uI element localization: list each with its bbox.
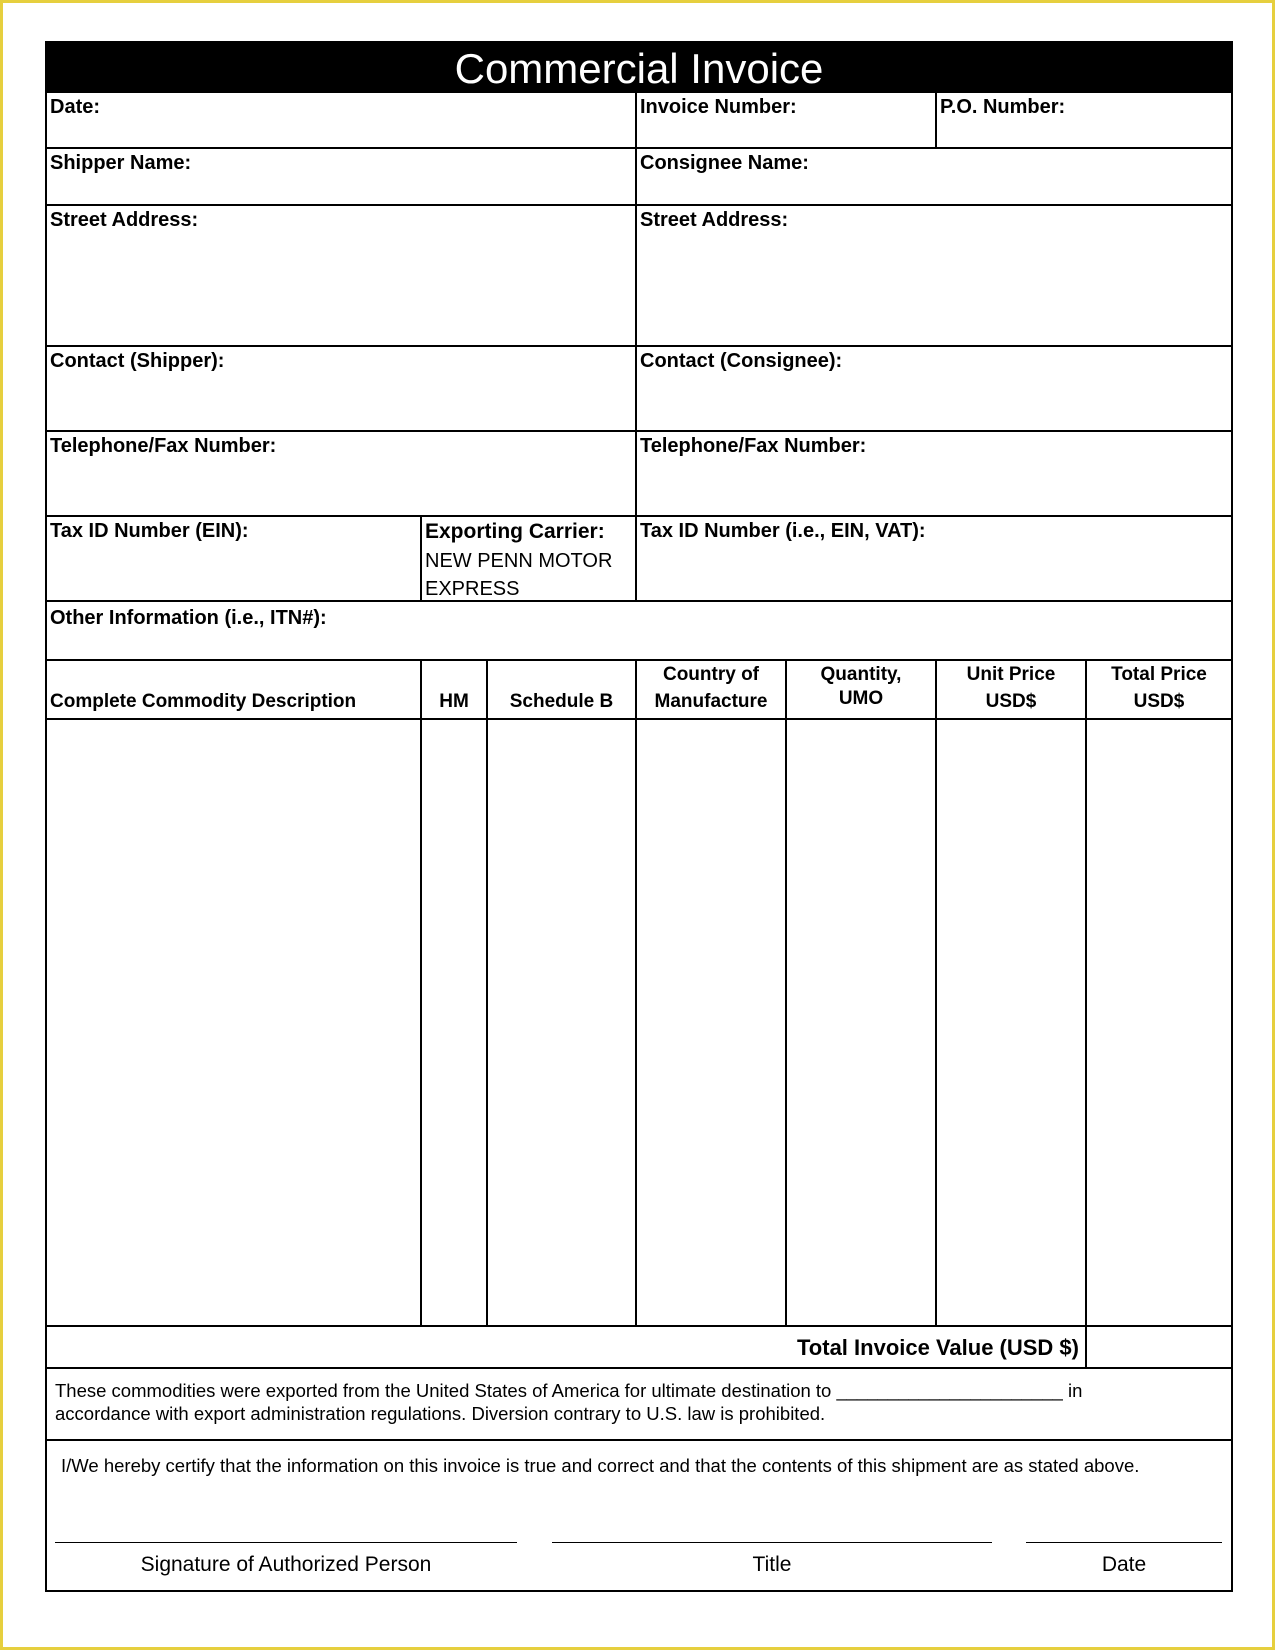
other-info-label: Other Information (i.e., ITN#): bbox=[50, 607, 327, 629]
title-caption: Title bbox=[752, 1553, 792, 1576]
consignee-name-field[interactable] bbox=[637, 149, 1231, 206]
exporting-carrier-value: NEW PENN MOTOR EXPRESS bbox=[425, 550, 613, 600]
shipper-phone-label: Telephone/Fax Number: bbox=[50, 435, 277, 457]
shipper-name-field[interactable] bbox=[47, 149, 637, 206]
total-invoice-label: Total Invoice Value (USD $) bbox=[797, 1335, 1079, 1360]
col-body-quantity[interactable] bbox=[787, 720, 937, 1327]
signature-caption: Signature of Authorized Person bbox=[140, 1553, 432, 1576]
total-label-cell bbox=[47, 1327, 1087, 1369]
shipper-tax-id-field[interactable] bbox=[47, 517, 422, 602]
signature-line[interactable] bbox=[55, 1542, 517, 1543]
col-header-description: Complete Commodity Description bbox=[47, 661, 422, 720]
date-field[interactable] bbox=[47, 93, 637, 149]
col-body-hm[interactable] bbox=[422, 720, 488, 1327]
col-header-country: Country of Manufacture bbox=[637, 661, 787, 720]
date-caption: Date bbox=[1101, 1553, 1147, 1576]
col-header-schedule-b: Schedule B bbox=[488, 661, 637, 720]
exporting-carrier-label: Exporting Carrier: bbox=[425, 520, 605, 543]
certification-text: I/We hereby certify that the information on this invoice is true and correct and that the contents of this shipment are as stated above. bbox=[61, 1455, 1140, 1476]
col-body-schedule-b[interactable] bbox=[488, 720, 637, 1327]
consignee-tax-id-field[interactable] bbox=[637, 517, 1231, 602]
shipper-phone-field[interactable] bbox=[47, 432, 637, 517]
col-header-unit-price: Unit Price USD$ bbox=[937, 661, 1087, 720]
col-body-country[interactable] bbox=[637, 720, 787, 1327]
invoice-number-label: Invoice Number: bbox=[640, 96, 797, 118]
col-header-quantity: Quantity, UMO bbox=[787, 661, 937, 720]
col-body-total-price[interactable] bbox=[1087, 720, 1231, 1327]
consignee-phone-label: Telephone/Fax Number: bbox=[640, 435, 867, 457]
col-body-description[interactable] bbox=[47, 720, 422, 1327]
date-label: Date: bbox=[50, 96, 101, 118]
shipper-name-label: Shipper Name: bbox=[50, 152, 192, 174]
consignee-street-label: Street Address: bbox=[640, 209, 789, 231]
export-statement: These commodities were exported from the United States of America for ultimate destination to ______________________ in accordance with export administration regulations. Diversion contrary to U.S. law is prohibited. bbox=[55, 1380, 1083, 1424]
export-statement-box bbox=[47, 1369, 1231, 1441]
other-info-field[interactable] bbox=[47, 602, 1231, 661]
col-body-unit-price[interactable] bbox=[937, 720, 1087, 1327]
form-title: Commercial Invoice bbox=[47, 43, 1231, 93]
total-invoice-value[interactable] bbox=[1087, 1327, 1231, 1369]
po-number-field[interactable] bbox=[937, 93, 1231, 149]
shipper-street-field[interactable] bbox=[47, 206, 637, 347]
consignee-name-label: Consignee Name: bbox=[640, 152, 809, 174]
col-header-total-price: Total Price USD$ bbox=[1087, 661, 1231, 720]
exporting-carrier-field[interactable] bbox=[422, 517, 637, 602]
consignee-contact-field[interactable] bbox=[637, 347, 1231, 432]
col-header-hm: HM bbox=[422, 661, 488, 720]
invoice-form bbox=[45, 41, 1233, 1592]
po-number-label: P.O. Number: bbox=[940, 96, 1066, 118]
consignee-contact-label: Contact (Consignee): bbox=[640, 350, 843, 372]
consignee-phone-field[interactable] bbox=[637, 432, 1231, 517]
shipper-tax-id-label: Tax ID Number (EIN): bbox=[50, 520, 249, 542]
shipper-contact-label: Contact (Shipper): bbox=[50, 350, 225, 372]
title-line[interactable] bbox=[552, 1542, 992, 1543]
consignee-tax-id-label: Tax ID Number (i.e., EIN, VAT): bbox=[640, 520, 926, 542]
date-line[interactable] bbox=[1026, 1542, 1222, 1543]
invoice-number-field[interactable] bbox=[637, 93, 937, 149]
consignee-street-field[interactable] bbox=[637, 206, 1231, 347]
shipper-contact-field[interactable] bbox=[47, 347, 637, 432]
shipper-street-label: Street Address: bbox=[50, 209, 199, 231]
